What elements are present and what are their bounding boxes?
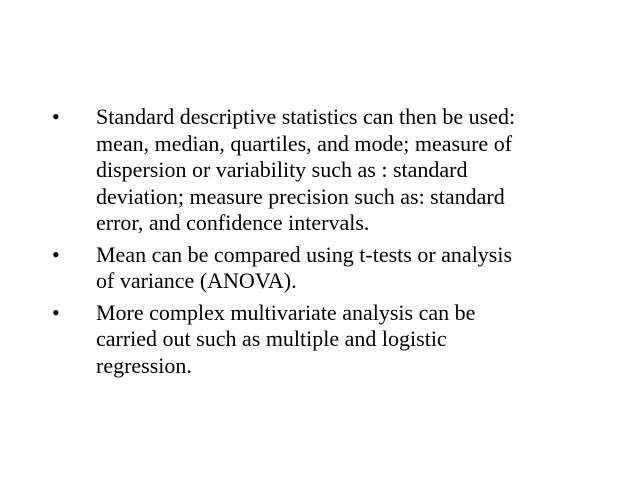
bullet-item-descriptive-statistics (52, 104, 592, 237)
bullet-text-line: mean, median, quartiles, and mode; measure of (96, 130, 513, 156)
bullet-text-line: Mean can be compared using t-tests or analysis (96, 241, 513, 267)
bullet-text-line: More complex multivariate analysis can be (96, 299, 476, 325)
bullet-text-line: Standard descriptive statistics can then be used: (96, 104, 516, 129)
bullet-text-line: deviation; measure precision such as: standard (96, 183, 505, 209)
bullet-text-line: error, and confidence intervals. (96, 210, 370, 235)
bullet-dot-icon: • (52, 104, 60, 129)
bullet-dot-icon: • (52, 241, 60, 267)
bullet-item-mean-comparison (52, 242, 592, 295)
bullet-text-line: regression. (96, 352, 192, 378)
bullet-text-line: of variance (ANOVA). (96, 268, 297, 293)
bullet-list (52, 104, 592, 384)
bullet-text-line: dispersion or variability such as : standard (96, 157, 468, 182)
bullet-item-multivariate-analysis (52, 300, 592, 380)
bullet-dot-icon: • (52, 299, 60, 325)
bullet-text-line: carried out such as multiple and logistic (96, 326, 447, 351)
